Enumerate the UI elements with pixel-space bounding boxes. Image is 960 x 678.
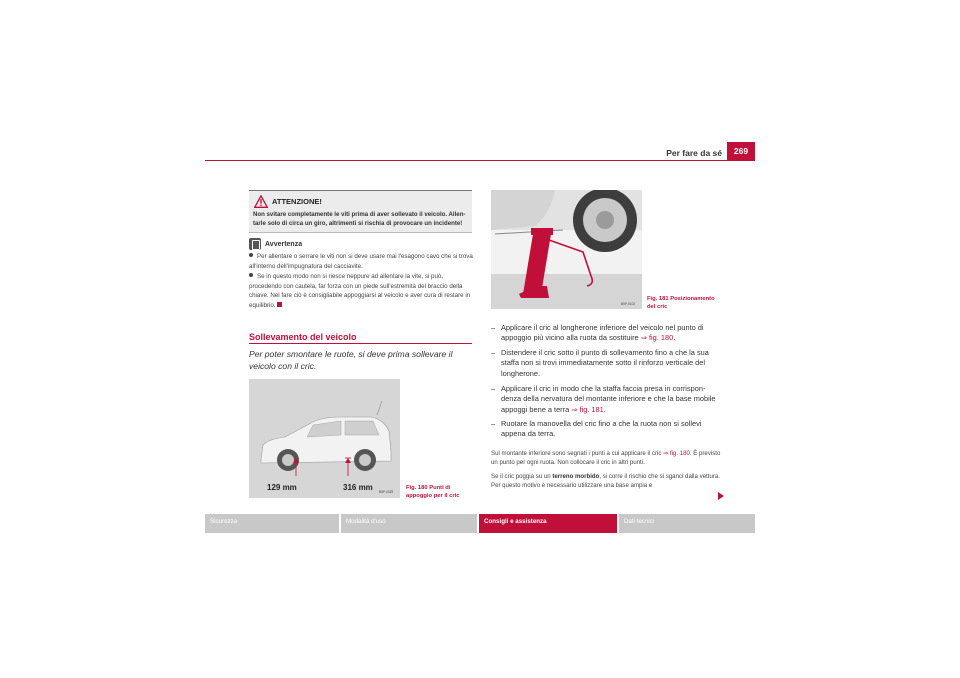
step-3: – Applicare il cric in modo che la staffa faccia presa in corrispon-denza della nervatura del montante inferiore e che la base mobile appoggi bene a terra ⇒ fig. 181. (491, 384, 716, 414)
figure-label-front: 129 mm (267, 483, 297, 492)
note-title: Avvertenza (265, 241, 303, 248)
note-icon (249, 238, 261, 250)
continue-arrow-icon[interactable] (718, 492, 724, 500)
figure-180-car-side (249, 379, 400, 498)
warning-box (249, 190, 472, 233)
footer-tab-dati-tecnici[interactable]: Dati tecnici (619, 514, 755, 533)
page-header-title: Per fare da sé (666, 148, 722, 158)
footer-tab-modalita-duso[interactable]: Modalità d'uso (341, 514, 477, 533)
bullet-icon (249, 273, 253, 277)
section-lead: Per poter smontare le ruote, si deve prima sollevare il veicolo con il cric. (249, 349, 453, 371)
jack-illustration (491, 190, 642, 309)
page-number: 269 (727, 142, 755, 161)
figure-181-jack (491, 190, 642, 309)
figure-181-caption: Fig. 181 Posizionamento del cric (647, 296, 715, 310)
warning-text: Non svitare completamente le viti prima di aver sollevato il veicolo. Allen-tarle solo di circa un giro, altrimenti si rischia di provocare un incidente! (253, 211, 466, 227)
footer-tab-sicurezza[interactable]: Sicurezza (205, 514, 339, 533)
figure-link[interactable]: ⇒ fig. 180 (663, 450, 690, 457)
warning-title: ATTENZIONE! (272, 197, 322, 206)
note-bullet-1: Per allentare o serrare le viti non si deve usare mai l'esagono cavo che si trova all'interno dell'impugnatura del cacciavite. (249, 253, 473, 270)
section-rule (249, 343, 472, 344)
warning-triangle-icon (254, 195, 268, 208)
figure-link[interactable]: ⇒ fig. 180 (640, 333, 674, 343)
figure-code: B5P-0102 (621, 302, 636, 306)
paragraph-soft-ground: Se il cric poggia su un terreno morbido, si corre il rischio che si sganci dalla vettura. Per questo motivo è necessario utilizzare una base ampia e (491, 473, 720, 490)
car-side-illustration (249, 379, 400, 498)
note-bullet-2: Se in questo modo non si riesce neppure ad allentare la vite, si può, procedendo con cautela, far forza con un piede sull'estremità del braccio della chiave. Nel fare ciò è consigliabile appoggiarsi al veicolo e aver cura di restare in equilibrio. (249, 273, 471, 309)
step-2: – Distendere il cric sotto il punto di sollevamento fino a che la sua staffa non si trovi immediatamente sotto il rinforzo verticale del longherone. (491, 348, 709, 378)
header-rule (205, 160, 727, 161)
step-1: – Applicare il cric al longherone inferiore del veicolo nel punto di appoggio più vicino alla ruota da sostituire ⇒ fig. 180. (491, 323, 704, 343)
paragraph-support-points: Sul montante inferiore sono segnati i punti a cui applicare il cric ⇒ fig. 180. È previsto un punto per ogni ruota. Non collocare il cric in altri punti. (491, 450, 721, 467)
section-title: Sollevamento del veicolo (249, 332, 357, 342)
step-4: – Ruotare la manovella del cric fino a che la ruota non si sollevi appena da terra. (491, 419, 702, 439)
footer-tab-consigli-assistenza[interactable]: Consigli e assistenza (479, 514, 617, 533)
bullet-icon (249, 253, 253, 257)
section-end-mark (277, 302, 282, 307)
figure-code: B5P-0325 (379, 490, 394, 494)
figure-180-caption: Fig. 180 Punti di appoggio per il cric (406, 485, 460, 499)
figure-link[interactable]: ⇒ fig. 181 (571, 404, 604, 414)
figure-label-rear: 316 mm (343, 483, 373, 492)
